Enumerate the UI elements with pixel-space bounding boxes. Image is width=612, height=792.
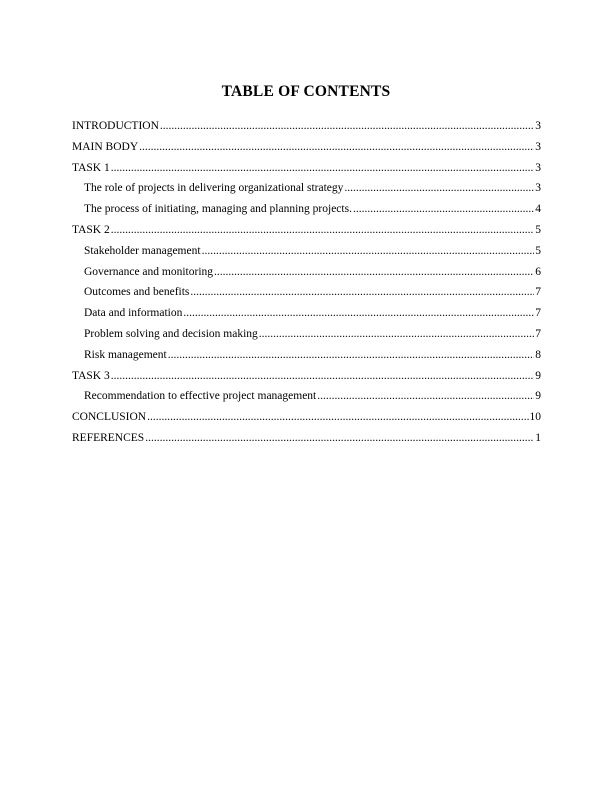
toc-entry-label: Governance and monitoring xyxy=(84,265,214,278)
toc-entry[interactable] xyxy=(72,282,541,303)
toc-entry-page-number: 7 xyxy=(535,327,541,340)
toc-entry-page-number: 9 xyxy=(535,369,541,382)
toc-entry-label: Data and information xyxy=(84,307,183,320)
toc-dot-leader xyxy=(190,282,534,303)
toc-entry-label: Risk management xyxy=(84,348,167,361)
toc-dot-leader xyxy=(111,366,535,387)
toc-entry-label: TASK 1 xyxy=(72,161,110,174)
toc-entry-label: TASK 2 xyxy=(72,223,110,236)
toc-entry-page-number: 7 xyxy=(535,307,541,320)
toc-entry[interactable] xyxy=(72,220,541,241)
toc-entry-label: INTRODUCTION xyxy=(72,120,159,132)
toc-dot-leader xyxy=(111,220,535,241)
toc-entry[interactable] xyxy=(72,137,541,158)
toc-dot-leader xyxy=(202,241,535,262)
toc-entry-page-number: 4 xyxy=(535,203,541,216)
toc-entry-page-number: 1 xyxy=(535,431,541,444)
toc-entry-label: CONCLUSION xyxy=(72,411,147,424)
toc-entry[interactable] xyxy=(72,262,541,283)
toc-entry-label: Outcomes and benefits xyxy=(84,286,190,299)
toc-entry-label: MAIN BODY xyxy=(72,140,139,153)
toc-dot-leader xyxy=(147,407,528,428)
toc-entry-page-number: 8 xyxy=(535,348,541,361)
toc-title: TABLE OF CONTENTS xyxy=(221,83,391,100)
toc-dot-leader xyxy=(344,178,534,199)
toc-dot-leader xyxy=(259,324,534,345)
toc-entry[interactable] xyxy=(72,386,541,407)
toc-entry-page-number: 3 xyxy=(535,140,541,153)
toc-dot-leader xyxy=(214,262,534,283)
toc-entry-label: TASK 3 xyxy=(72,369,110,382)
toc-entry-page-number: 5 xyxy=(535,223,541,236)
toc-entry-page-number: 9 xyxy=(535,390,541,403)
toc-entry-label: Problem solving and decision making xyxy=(84,327,258,340)
toc-entry-page-number: 7 xyxy=(535,286,541,299)
toc-dot-leader xyxy=(168,345,535,366)
toc-entry-page-number: 6 xyxy=(535,265,541,278)
toc-entry-page-number: 3 xyxy=(535,120,541,132)
toc-entry[interactable] xyxy=(72,407,541,428)
toc-entry[interactable] xyxy=(72,241,541,262)
toc-dot-leader xyxy=(353,199,534,220)
toc-entry[interactable] xyxy=(72,199,541,220)
toc-dot-leader xyxy=(317,386,534,407)
toc-entry[interactable] xyxy=(72,428,541,449)
toc-entry-page-number: 3 xyxy=(535,161,541,174)
toc-entry[interactable] xyxy=(72,116,541,137)
toc-entry[interactable] xyxy=(72,178,541,199)
toc-dot-leader xyxy=(160,116,534,137)
toc-entry-page-number: 3 xyxy=(535,182,541,195)
toc-entry[interactable] xyxy=(72,366,541,387)
toc-dot-leader xyxy=(145,428,534,449)
toc-entry[interactable] xyxy=(72,158,541,179)
toc-entry-page-number: 5 xyxy=(535,244,541,257)
toc-entry[interactable] xyxy=(72,303,541,324)
toc-list xyxy=(72,116,541,449)
toc-dot-leader xyxy=(183,303,534,324)
toc-dot-leader xyxy=(139,137,534,158)
toc-entry-page-number: 10 xyxy=(529,411,541,424)
toc-entry-label: The role of projects in delivering organizational strategy xyxy=(84,182,344,195)
toc-dot-leader xyxy=(111,158,535,179)
toc-entry-label: REFERENCES xyxy=(72,431,145,444)
toc-entry-label: The process of initiating, managing and planning projects. xyxy=(84,203,352,216)
toc-entry-label: Stakeholder management xyxy=(84,244,201,257)
toc-entry-label: Recommendation to effective project management xyxy=(84,390,317,403)
toc-entry[interactable] xyxy=(72,345,541,366)
toc-entry[interactable] xyxy=(72,324,541,345)
